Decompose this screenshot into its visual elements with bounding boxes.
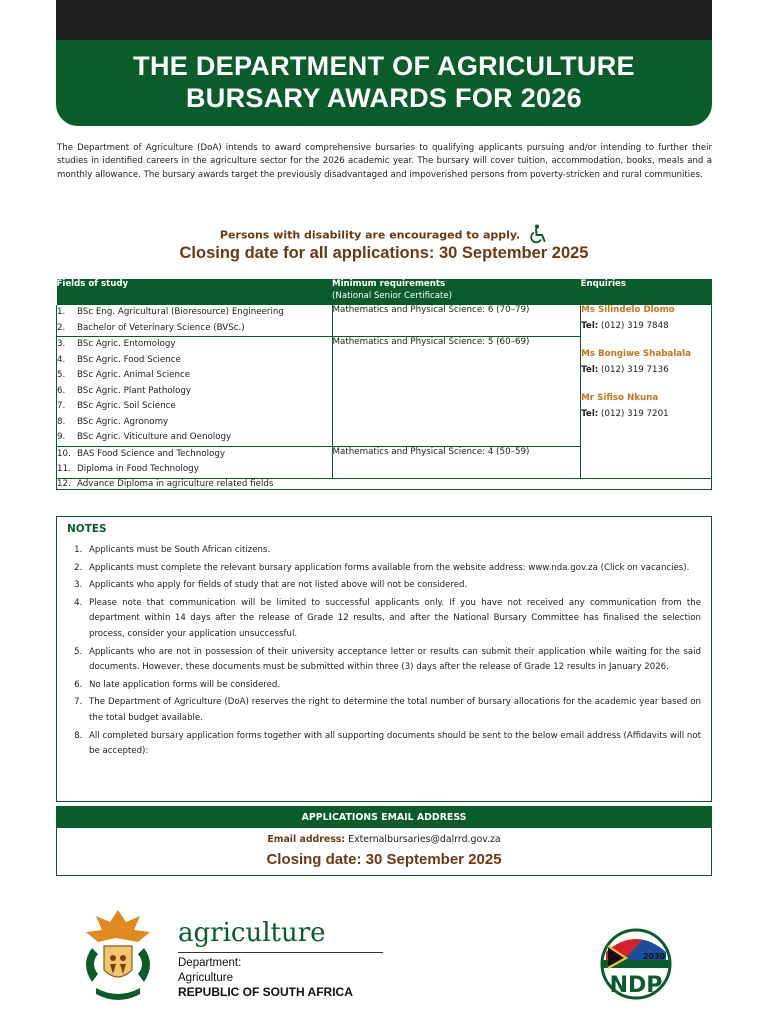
list-item: 11. Diploma in Food Technology	[57, 464, 199, 474]
closing-date-heading: Closing date for all applications: 30 September 2025	[179, 244, 589, 262]
contact-tel: Tel: (012) 319 7136	[581, 365, 669, 375]
coat-of-arms-icon	[76, 908, 160, 1004]
header-requirements-sub: (National Senior Certificate)	[332, 291, 453, 301]
email-label: Email address:	[267, 834, 346, 845]
title-banner	[56, 40, 712, 126]
list-item: 1. BSc Eng. Agricultural (Bioresource) Engineering	[57, 307, 284, 317]
note-item: 5. Applicants who are not in possession of their university acceptance letter or results can submit their application while waiting for the said documents. However, these documents must be submitted within three (3) days after the release of Grade 12 results in January 2026.	[85, 645, 701, 676]
applications-header: APPLICATIONS EMAIL ADDRESS	[57, 807, 711, 828]
email-address-link[interactable]: Externalbursaries@dalrrd.gov.za	[348, 834, 501, 845]
contact-name: Ms Silindelo Dlomo	[581, 305, 675, 315]
list-item: 2. Bachelor of Veterinary Science (BVSc.)	[57, 322, 245, 333]
contact-name: Mr Sifiso Nkuna	[581, 393, 659, 403]
notes-title: NOTES	[67, 523, 107, 535]
notes-box	[56, 516, 712, 802]
fields-group-2	[57, 337, 333, 447]
fields-group-1	[57, 305, 333, 337]
note-item: 2. Applicants must complete the relevant bursary application forms available from the website address: www.nda.gov.za (Click on vacancies).	[85, 561, 701, 577]
header-enquiries: Enquiries	[580, 279, 626, 289]
agriculture-wordmark: agriculture	[178, 918, 326, 948]
note-item: 1. Applicants must be South African citizens.	[85, 543, 701, 559]
dept-line3: REPUBLIC OF SOUTH AFRICA	[178, 985, 353, 999]
contact-tel: Tel: (012) 319 7201	[581, 409, 669, 419]
applications-box	[56, 806, 712, 876]
list-item: 6. BSc Agric. Plant Pathology	[57, 385, 192, 396]
table-row	[57, 478, 712, 489]
note-item: 8. All completed bursary application forms together with all supporting documents should be sent to the below email address (Affidavits will not be accepted):	[85, 729, 701, 760]
dept-line2: Agriculture	[178, 971, 233, 984]
list-item: 8. BSc Agric. Agronomy	[57, 416, 169, 427]
intro-paragraph: The Department of Agriculture (DoA) intends to award comprehensive bursaries to qualifying applicants pursuing and/or intending to further their studies in identified careers in the agriculture sector for the 2026 academic year. The bursary will cover tuition, accommodation, books, meals and a monthly allowance. The bursary awards target the previously disadvantaged and impoverished persons from poverty-stricken and rural communities.	[57, 143, 712, 180]
table-row	[57, 305, 712, 337]
ndp-year: 2030	[642, 952, 666, 961]
contact-tel: Tel: (012) 319 7848	[581, 321, 669, 331]
page-title-line1: THE DEPARTMENT OF AGRICULTURE	[133, 51, 635, 81]
list-item: 10. BAS Food Science and Technology	[57, 448, 225, 459]
fields-group-3	[57, 446, 333, 478]
fields-of-study-table	[56, 279, 712, 490]
contact-name: Ms Bongiwe Shabalala	[581, 349, 691, 359]
list-item: 3. BSc Agric. Entomology	[57, 339, 176, 349]
enquiries-cell	[581, 305, 712, 478]
requirement-group-3: Mathematics and Physical Science: 4 (50–59)	[332, 446, 581, 478]
notes-list	[57, 543, 711, 760]
list-item: 4. BSc Agric. Food Science	[57, 354, 181, 365]
wordmark-divider	[178, 952, 383, 953]
dept-line1: Department:	[178, 957, 242, 969]
fields-group-4: 12. Advance Diploma in agriculture related fields	[57, 478, 712, 489]
page-title-line2: BURSARY AWARDS FOR 2026	[186, 83, 582, 113]
top-dark-bar	[56, 0, 712, 42]
table-header-row	[57, 279, 712, 305]
list-item: 7. BSc Agric. Soil Science	[57, 401, 176, 411]
disability-note-text: Persons with disability are encouraged to apply.	[219, 228, 521, 242]
note-item: 4. Please note that communication will be limited to successful applicants only. If you have not received any communication from the department within 14 days after the release of Grade 12 results, and after the National Bursary Committee has finalised the selection process, consider your application unsuccessful.	[85, 596, 701, 643]
ndp-logo-icon	[594, 928, 678, 1000]
requirement-group-2: Mathematics and Physical Science: 5 (60–69)	[332, 337, 581, 447]
note-item: 7. The Department of Agriculture (DoA) reserves the right to determine the total number of bursary allocations for the academic year based on the total budget available.	[85, 695, 701, 726]
requirement-group-1: Mathematics and Physical Science: 6 (70–79)	[332, 305, 581, 337]
header-fields: Fields of study	[56, 279, 129, 289]
note-item: 6. No late application forms will be considered.	[85, 678, 701, 694]
closing-date-bottom: Closing date: 30 September 2025	[266, 851, 502, 868]
email-line	[57, 834, 711, 845]
list-item: 5. BSc Agric. Animal Science	[57, 370, 191, 380]
note-item: 3. Applicants who apply for fields of study that are not listed above will not be considered.	[85, 578, 701, 594]
department-block	[178, 956, 353, 1000]
list-item: 9. BSc Agric. Viticulture and Oenology	[57, 432, 232, 442]
header-requirements: Minimum requirements (National Senior Certificate)	[332, 279, 581, 305]
ndp-text: NDP	[609, 973, 663, 998]
footer	[0, 900, 768, 1024]
